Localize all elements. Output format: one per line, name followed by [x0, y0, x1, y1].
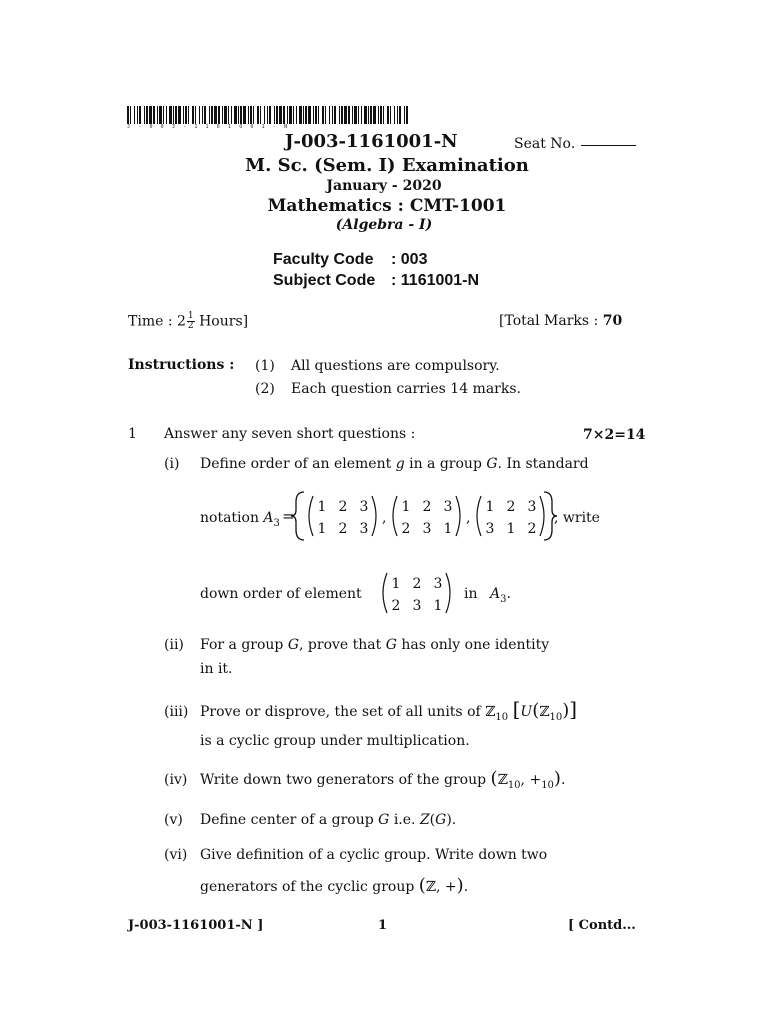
fraction-numerator: 1 — [187, 311, 194, 321]
matrix-entry: 2 — [412, 576, 422, 592]
instruction-item — [255, 358, 500, 374]
paren: ( — [532, 700, 540, 721]
subject-code-value: : 1161001-N — [391, 272, 480, 289]
barcode-bar — [228, 106, 229, 124]
barcode-bar — [238, 106, 239, 124]
barcode-bar — [253, 106, 254, 124]
barcode-bar — [240, 106, 242, 124]
math-var: A — [489, 586, 501, 602]
exam-month: January - 2020 — [326, 178, 442, 194]
math-var: G — [385, 637, 397, 653]
matrix-left-paren — [383, 573, 387, 613]
math-integers: ℤ — [497, 772, 508, 788]
equals-sign: = — [282, 507, 295, 525]
footer-paper-code: J-003-1161001-N ] — [128, 918, 264, 933]
total-marks-value: 70 — [602, 313, 623, 329]
math-var: A — [263, 510, 274, 526]
barcode-bar — [188, 106, 189, 124]
barcode-bar — [144, 106, 145, 124]
barcode-bar — [332, 106, 333, 124]
part-number: (ii) — [164, 637, 184, 653]
barcode-bar — [305, 106, 307, 124]
matrix-entry: 3 — [433, 576, 443, 592]
matrix-entry: 2 — [391, 598, 401, 614]
barcode-bar — [276, 106, 278, 124]
barcode-bar — [214, 106, 217, 124]
part-i-line3: down order of element — [200, 586, 362, 602]
matrix-right-paren — [372, 496, 376, 536]
barcode-bar — [283, 106, 285, 124]
barcode-bar — [178, 106, 181, 124]
text-run: Write down two generators of the group — [200, 772, 487, 788]
matrix-left-paren — [309, 496, 313, 536]
barcode-bar — [195, 106, 196, 124]
barcode-bar — [329, 106, 330, 124]
time-unit: Hours] — [199, 313, 249, 330]
text-run: For a group — [200, 637, 288, 653]
text-run: generators of the cyclic group — [200, 879, 415, 895]
matrix-entry: 1 — [506, 521, 516, 537]
barcode-bar — [397, 106, 398, 124]
barcode-bar — [153, 106, 155, 124]
part-iv: (iv) Write down two generators of the group (ℤ$_{10}$, $+_{10}$). — [164, 768, 566, 791]
text-run: has only one identity — [396, 637, 550, 653]
barcode-bar — [383, 106, 384, 124]
barcode-bar — [169, 106, 172, 124]
barcode-bar — [361, 106, 362, 124]
barcode-bar — [218, 106, 220, 124]
barcode-bar — [269, 106, 271, 124]
part-v: (v) Define center of a group G i.e. Z(G). — [164, 808, 456, 832]
math-integers: ℤ — [485, 704, 496, 720]
part-vi-line2: generators of the cyclic group (ℤ, +). — [200, 875, 469, 896]
math-subscript: 10 — [549, 711, 563, 723]
barcode-bar — [248, 106, 249, 124]
barcode-bar — [387, 106, 389, 124]
part-number: (i) — [164, 456, 180, 472]
matrix-entry: 2 — [338, 499, 348, 515]
math-subscript: 3 — [500, 593, 507, 605]
barcode-digits: J - 0 0 3 - 1 1 6 1 0 0 1 - N — [127, 124, 290, 130]
barcode — [127, 106, 409, 124]
barcode-bar — [222, 106, 223, 124]
math-var: G — [287, 637, 300, 653]
matrix-left-paren — [477, 496, 481, 536]
matrix-entry: 2 — [401, 521, 411, 537]
matrix-entry: 2 — [422, 499, 432, 515]
barcode-bar — [378, 106, 379, 124]
element-matrix — [378, 565, 458, 621]
math-var: G — [486, 456, 498, 472]
barcode-bar — [334, 106, 336, 124]
barcode-bar — [231, 106, 232, 124]
barcode-bar — [264, 106, 265, 124]
barcode-bar — [250, 106, 252, 124]
matrix-entry: 3 — [422, 521, 432, 537]
text-run: Prove or disprove, the set of all units of — [200, 704, 481, 720]
text-run: in — [464, 586, 478, 602]
math-subscript: 10 — [507, 779, 521, 791]
faculty-code — [273, 251, 427, 269]
paren: ( — [490, 768, 498, 789]
matrix-entry: 3 — [485, 521, 495, 537]
barcode-bar — [348, 106, 350, 124]
barcode-bar — [293, 106, 294, 124]
seat-blank-line — [581, 145, 636, 146]
time-label: Time : 2 — [128, 313, 186, 330]
matrix-entry: 1 — [443, 521, 453, 537]
barcode-bar — [159, 106, 162, 124]
barcode-bar — [364, 106, 367, 124]
matrix-entry: 1 — [433, 598, 443, 614]
text-run: i.e. — [393, 812, 416, 828]
barcode-bar — [127, 106, 129, 124]
bracket: [ — [512, 697, 521, 721]
barcode-bar — [149, 106, 152, 124]
text-run: Define order of an element — [200, 456, 396, 472]
part-i-line3-end: in $A_3$. — [464, 586, 511, 605]
barcode-bar — [299, 106, 302, 124]
instruction-number: (1) — [255, 358, 275, 374]
text-run: . In standard — [497, 456, 589, 472]
barcode-bar — [404, 106, 405, 124]
matrix-entry: 2 — [338, 521, 348, 537]
barcode-bar — [399, 106, 401, 124]
part-ii-line1 — [164, 633, 549, 657]
instructions-heading: Instructions : — [128, 357, 235, 373]
barcode-bar — [199, 106, 200, 124]
math-var: G — [435, 812, 447, 828]
matrix-entry: 3 — [412, 598, 422, 614]
seat-number — [514, 136, 636, 152]
matrix-entry: 1 — [391, 576, 401, 592]
page-number: 1 — [378, 918, 388, 933]
matrix-left-paren — [393, 496, 397, 536]
barcode-bar — [308, 106, 311, 124]
math-subscript: 3 — [273, 517, 280, 529]
barcode-bar — [370, 106, 372, 124]
math-subscript: 10 — [541, 779, 554, 791]
exam-title: M. Sc. (Sem. I) Examination — [245, 155, 529, 176]
barcode-bar — [204, 106, 206, 124]
barcode-bar — [260, 106, 261, 124]
part-ii-line2: in it. — [200, 661, 233, 677]
subject-subtitle: (Algebra - I) — [335, 217, 433, 233]
text-run: , prove that — [299, 637, 386, 653]
math-subscript: 10 — [495, 711, 509, 723]
question-text: Answer any seven short questions : — [164, 426, 416, 442]
comma: , — [382, 510, 387, 526]
notation-label — [200, 506, 280, 536]
part-number: (iii) — [164, 704, 189, 720]
instruction-item — [255, 381, 521, 397]
matrix-entry: 1 — [485, 499, 495, 515]
question-number: 1 — [128, 426, 137, 442]
matrix-entry: 3 — [359, 499, 369, 515]
matrix-right-paren — [456, 496, 460, 536]
barcode-bar — [344, 106, 347, 124]
paren: ( — [418, 875, 426, 896]
barcode-bar — [394, 106, 395, 124]
barcode-bar — [146, 106, 148, 124]
part-number: (v) — [164, 812, 183, 828]
math-integers: ℤ — [539, 704, 550, 720]
barcode-bar — [234, 106, 237, 124]
matrix-entry: 1 — [317, 499, 327, 515]
math-operator: + — [529, 772, 542, 788]
text-run: Give definition of a cyclic group. Write down two — [200, 847, 548, 863]
barcode-bar — [224, 106, 227, 124]
barcode-bar — [173, 106, 174, 124]
barcode-bar — [313, 106, 314, 124]
barcode-bar — [137, 106, 138, 124]
barcode-bar — [373, 106, 376, 124]
barcode-bar — [303, 106, 304, 124]
matrix-entry: 2 — [506, 499, 516, 515]
faculty-code-value: : 003 — [391, 251, 428, 268]
instruction-text: All questions are compulsory. — [291, 358, 500, 374]
instruction-text: Each question carries 14 marks. — [291, 381, 521, 397]
math-var: g — [395, 456, 405, 472]
barcode-bar — [315, 106, 317, 124]
matrix-right-paren — [540, 496, 544, 536]
matrix-entry: 1 — [317, 521, 327, 537]
matrix-entry: 2 — [527, 521, 537, 537]
subject-code-label: Subject Code — [273, 272, 376, 289]
barcode-bar — [139, 106, 141, 124]
matrix-entry: 3 — [527, 499, 537, 515]
time-fraction — [187, 312, 195, 331]
barcode-bar — [192, 106, 194, 124]
barcode-bar — [157, 106, 158, 124]
barcode-bar — [163, 106, 164, 124]
question-marks: 7×2=14 — [583, 427, 646, 443]
part-i-line1 — [164, 452, 589, 476]
barcode-bar — [211, 106, 213, 124]
barcode-bar — [166, 106, 167, 124]
barcode-bar — [325, 106, 326, 124]
barcode-bar — [279, 106, 282, 124]
subject-code — [273, 272, 479, 290]
barcode-bar — [341, 106, 343, 124]
barcode-bar — [406, 106, 408, 124]
seat-label: Seat No. — [514, 136, 576, 152]
barcode-bar — [289, 106, 292, 124]
math-group: ℤ, + — [425, 879, 457, 895]
matrix-entry: 1 — [401, 499, 411, 515]
part-number: (vi) — [164, 847, 188, 863]
math-var: G — [378, 812, 390, 828]
barcode-bar — [202, 106, 203, 124]
matrix-entry: 3 — [443, 499, 453, 515]
barcode-bar — [390, 106, 391, 124]
subject-title: Mathematics : CMT-1001 — [267, 196, 507, 216]
math-var: U — [520, 704, 533, 720]
barcode-bar — [130, 106, 131, 124]
barcode-bar — [274, 106, 275, 124]
barcode-bar — [380, 106, 382, 124]
part-vi-line1 — [164, 843, 547, 867]
paren: ) — [562, 700, 570, 721]
barcode-bar — [185, 106, 187, 124]
time-allowed — [128, 312, 248, 331]
paper-code: J-003-1161001-N — [285, 131, 458, 152]
barcode-bar — [296, 106, 297, 124]
barcode-bar — [257, 106, 259, 124]
barcode-bar — [322, 106, 324, 124]
barcode-bar — [358, 106, 359, 124]
barcode-bar — [175, 106, 177, 124]
a3-set-expression — [282, 488, 562, 544]
text-run: notation — [200, 510, 259, 526]
bracket: ] — [569, 697, 578, 721]
barcode-bar — [243, 106, 246, 124]
comma: , — [466, 510, 471, 526]
paren: ) — [456, 875, 464, 896]
barcode-bar — [267, 106, 268, 124]
barcode-bar — [339, 106, 340, 124]
write-text: , write — [554, 510, 600, 526]
barcode-bar — [352, 106, 353, 124]
barcode-bar — [183, 106, 184, 124]
instruction-number: (2) — [255, 381, 275, 397]
barcode-bar — [134, 106, 135, 124]
barcode-bar — [368, 106, 369, 124]
barcode-bar — [318, 106, 319, 124]
total-marks — [499, 313, 622, 329]
faculty-code-label: Faculty Code — [273, 251, 374, 268]
text-run: in a group — [404, 456, 487, 472]
part-number: (iv) — [164, 772, 188, 788]
math-var: Z — [419, 812, 430, 828]
barcode-bar — [287, 106, 288, 124]
total-marks-label: [Total Marks : — [499, 313, 599, 329]
matrix-entry: 3 — [359, 521, 369, 537]
barcode-bar — [209, 106, 210, 124]
text-run: Define center of a group — [200, 812, 374, 828]
barcode-bar — [354, 106, 357, 124]
continued-marker: [ Contd... — [568, 918, 636, 933]
part-iii-line1 — [164, 697, 577, 730]
part-iii-line2: is a cyclic group under multiplication. — [200, 733, 470, 749]
set-left-brace — [291, 492, 304, 540]
matrix-right-paren — [446, 573, 450, 613]
fraction-denominator: 2 — [187, 321, 194, 331]
paren: ) — [553, 768, 561, 789]
